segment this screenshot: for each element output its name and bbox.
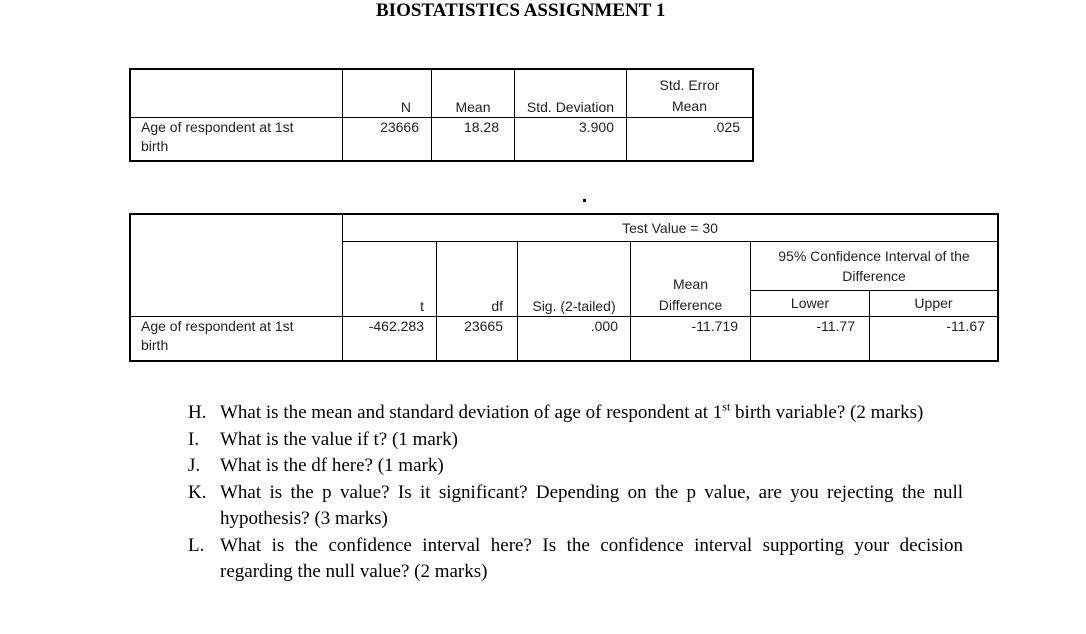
table2-ci-header bbox=[751, 241, 999, 290]
question-letter: J. bbox=[188, 455, 201, 476]
table2-row-label-line2: birth bbox=[141, 336, 169, 353]
descriptive-statistics-table bbox=[129, 68, 754, 162]
question-text: What is the df here? (1 mark) bbox=[220, 455, 444, 476]
table1-row-label-line1: Age of respondent at 1st bbox=[141, 118, 294, 135]
table1-header-se-line1: Std. Error bbox=[659, 76, 720, 93]
question-letter: I. bbox=[188, 428, 200, 450]
table1-corner-cell bbox=[130, 69, 343, 117]
table2-row-label-line1: Age of respondent at 1st bbox=[141, 317, 294, 334]
question-item bbox=[188, 453, 963, 480]
question-text bbox=[220, 400, 963, 427]
table2-cell-df: 23665 bbox=[437, 316, 518, 361]
table2-cell-lower: -11.77 bbox=[751, 316, 870, 361]
question-list bbox=[188, 400, 963, 586]
table1-cell-mean: 18.28 bbox=[432, 117, 515, 161]
table1-cell-n: 23666 bbox=[343, 117, 432, 161]
question-text: What is the confidence interval here? Is the confidence interval supporting your decision regarding the null value? (2 marks) bbox=[220, 534, 963, 582]
question-letter: H. bbox=[188, 402, 207, 423]
question-item bbox=[188, 400, 963, 427]
page-title: BIOSTATISTICS ASSIGNMENT 1 bbox=[376, 0, 666, 21]
table1-header-se bbox=[627, 69, 754, 117]
table2-header-md-line1: Mean bbox=[672, 275, 709, 292]
table2-header-md-line2: Difference bbox=[658, 296, 723, 313]
table2-cell-md: -11.719 bbox=[631, 316, 751, 361]
question-text: What is the value if t? (1 mark) bbox=[220, 428, 458, 450]
table2-cell-upper: -11.67 bbox=[870, 316, 999, 361]
table2-header-upper: Upper bbox=[870, 290, 999, 316]
question-item bbox=[188, 480, 963, 533]
table2-ci-header-line2: Difference bbox=[842, 267, 906, 284]
table1-cell-se: .025 bbox=[627, 117, 754, 161]
question-letter: L. bbox=[188, 534, 205, 556]
question-text-part: What is the mean and standard deviation of age of respondent at 1 bbox=[220, 402, 723, 423]
one-sample-test-table bbox=[129, 213, 999, 362]
table1-header-n: N bbox=[343, 69, 432, 117]
table2-header-sig: Sig. (2-tailed) bbox=[518, 241, 631, 316]
table2-header-df: df bbox=[437, 241, 518, 316]
table2-corner-cell bbox=[130, 214, 343, 316]
table1-row-label-line2: birth bbox=[141, 137, 169, 154]
stray-dot bbox=[583, 199, 586, 202]
table1-cell-sd: 3.900 bbox=[515, 117, 627, 161]
table1-header-se-line2: Mean bbox=[671, 97, 708, 114]
table2-header-lower: Lower bbox=[751, 290, 870, 316]
table2-ci-header-line1: 95% Confidence Interval of the bbox=[778, 247, 970, 264]
question-superscript: st bbox=[722, 399, 731, 414]
question-text: What is the p value? Is it significant? Depending on the p value, are you rejecting the null hypothesis? (3 marks) bbox=[220, 481, 963, 529]
question-text-part: birth variable? (2 marks) bbox=[730, 402, 924, 423]
table1-row-label bbox=[130, 117, 343, 161]
table2-test-value: Test Value = 30 bbox=[343, 214, 999, 241]
table2-cell-t: -462.283 bbox=[343, 316, 437, 361]
question-item bbox=[188, 533, 963, 586]
table1-header-sd: Std. Deviation bbox=[515, 69, 627, 117]
table2-header-md bbox=[631, 241, 751, 316]
table1-header-mean: Mean bbox=[432, 69, 515, 117]
question-item bbox=[188, 427, 963, 454]
table2-cell-sig: .000 bbox=[518, 316, 631, 361]
table2-row-label bbox=[130, 316, 343, 361]
question-letter: K. bbox=[188, 481, 207, 503]
table2-header-t: t bbox=[343, 241, 437, 316]
